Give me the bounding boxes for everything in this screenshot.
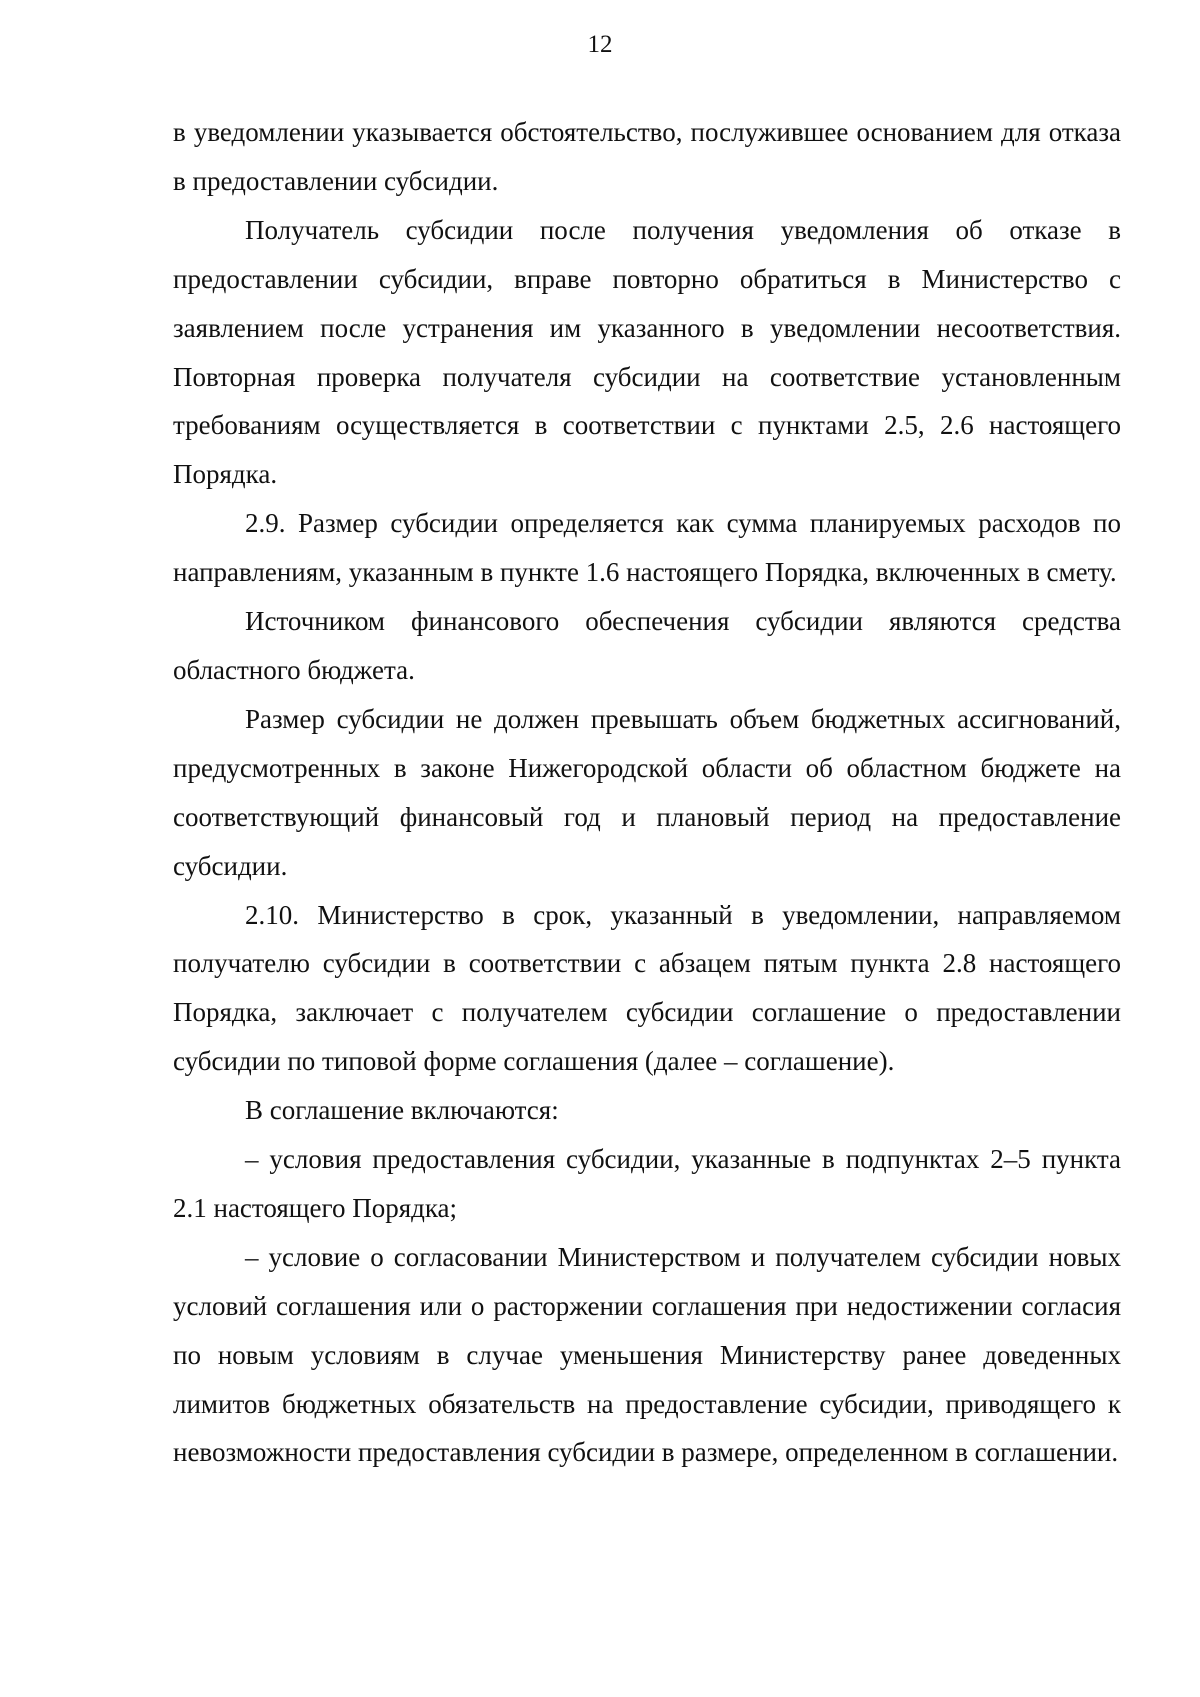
document-body — [173, 108, 1121, 1477]
page-number: 12 — [587, 31, 613, 58]
paragraph-5: Размер субсидии не должен превышать объем бюджетных ассигнований, предусмотренных в законе Нижегородской области об областном бюджете на соответствующий финансовый год и плановый период на предоставление субсидии. — [173, 703, 1121, 881]
paragraph-4: Источником финансового обеспечения субсидии являются средства областного бюджета. — [173, 606, 1121, 685]
paragraph-1: в уведомлении указывается обстоятельство, послужившее основанием для отказа в предоставлении субсидии. — [173, 117, 1121, 196]
paragraph-7: В соглашение включаются: — [245, 1095, 559, 1126]
paragraph-6: 2.10. Министерство в срок, указанный в уведомлении, направляемом получателю субсидии в соответствии с абзацем пятым пункта 2.8 настоящего Порядка, заключает с получателем субсидии соглашение о предоставлении субсидии по типовой форме соглашения (далее – соглашение). — [173, 899, 1121, 1077]
paragraph-2: Получатель субсидии после получения уведомления об отказе в предоставлении субсидии, вправе повторно обратиться в Министерство с заявлением после устранения им указанного в уведомлении несоответствия. Повторная проверка получателя субсидии на соответствие установленным требованиям осуществляется в соответствии с пунктами 2.5, 2.6 настоящего Порядка. — [173, 214, 1121, 490]
paragraph-3: 2.9. Размер субсидии определяется как сумма планируемых расходов по направлениям, указанным в пункте 1.6 настоящего Порядка, включенных в смету. — [173, 508, 1121, 588]
paragraph-8: – условия предоставления субсидии, указанные в подпунктах 2–5 пункта 2.1 настоящего Порядка; — [173, 1144, 1121, 1223]
paragraph-9: – условие о согласовании Министерством и получателем субсидии новых условий соглашения или о расторжении соглашения при недостижении согласия по новым условиям в случае уменьшения Министерству ранее доведенных лимитов бюджетных обязательств на предоставление субсидии, приводящего к невозможности предоставления субсидии в размере, определенном в соглашении. — [173, 1241, 1121, 1468]
